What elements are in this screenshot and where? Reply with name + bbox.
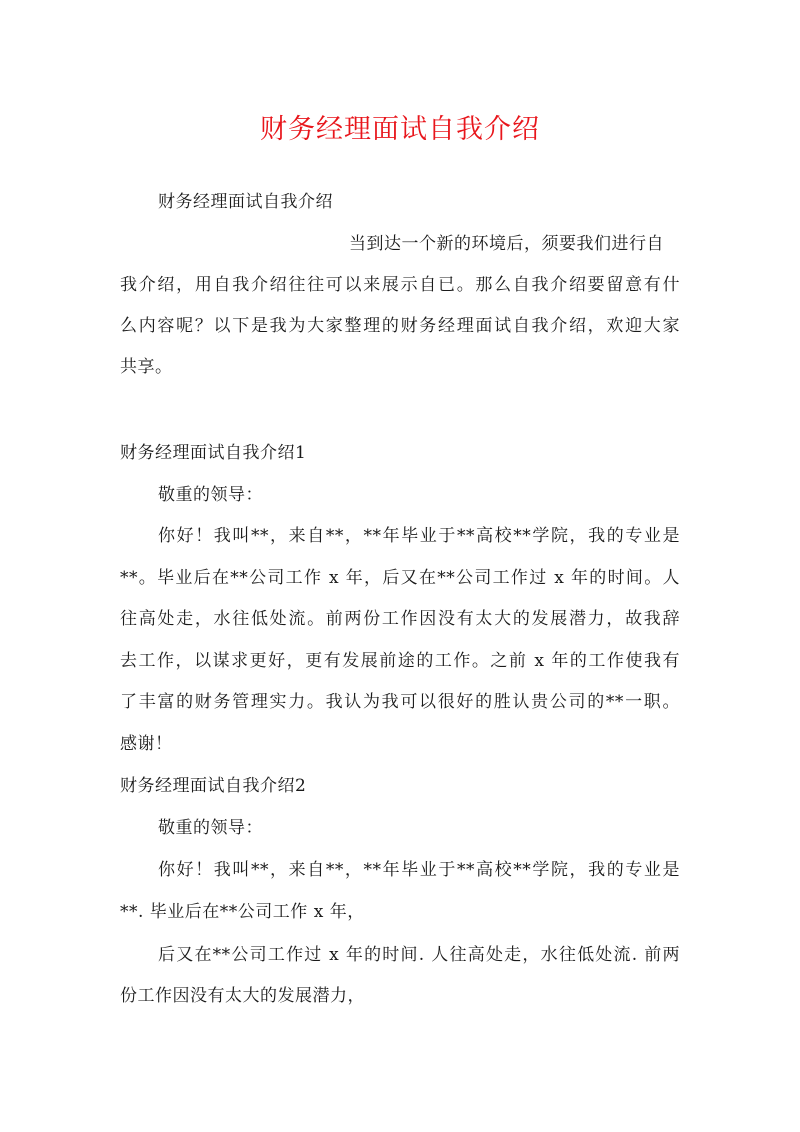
section-1-line-5: 了丰富的财务管理实力。我认为我可以很好的胜认贵公司的**一职。: [120, 692, 680, 712]
section-1-line-4: 去工作，以谋求更好，更有发展前途的工作。之前 x 年的工作使我有: [120, 651, 680, 671]
intro-line-1: 当到达一个新的环境后，须要我们进行自: [349, 234, 664, 254]
section-2-heading: 财务经理面试自我介绍2: [120, 776, 307, 796]
document-title: 财务经理面试自我介绍: [260, 114, 540, 145]
intro-line-2: 我介绍，用自我介绍往往可以来展示自已。那么自我介绍要留意有什: [120, 275, 680, 295]
section-2-line-4: 份工作因没有太大的发展潜力，: [120, 986, 365, 1006]
section-2-line-1: 你好！我叫**，来自**，**年毕业于**高校**学院，我的专业是: [158, 860, 680, 880]
section-1-heading: 财务经理面试自我介绍1: [120, 443, 307, 463]
section-2-greeting: 敬重的领导：: [158, 818, 263, 838]
section-1-line-1: 你好！我叫**，来自**，**年毕业于**高校**学院，我的专业是: [158, 526, 680, 546]
section-2-line-2: **. 毕业后在**公司工作 x 年，: [120, 902, 365, 922]
document-subtitle: 财务经理面试自我介绍: [158, 192, 333, 212]
intro-line-4: 共享。: [120, 357, 173, 377]
section-1-line-3: 往高处走，水往低处流。前两份工作因没有太大的发展潜力，故我辞: [120, 609, 680, 629]
section-1-line-2: **。毕业后在**公司工作 x 年，后又在**公司工作过 x 年的时间。人: [120, 568, 680, 588]
section-1-greeting: 敬重的领导：: [158, 485, 263, 505]
intro-line-3: 么内容呢？以下是我为大家整理的财务经理面试自我介绍，欢迎大家: [120, 316, 680, 336]
section-1-line-6: 感谢！: [120, 734, 173, 754]
section-2-line-3: 后又在**公司工作过 x 年的时间. 人往高处走，水往低处流. 前两: [158, 945, 680, 965]
